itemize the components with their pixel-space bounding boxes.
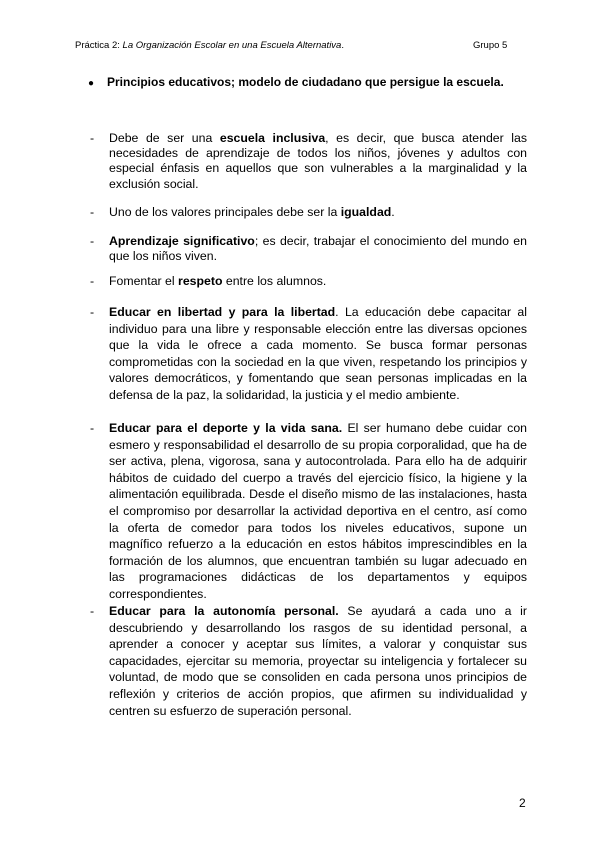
- header-title: La Organización Escolar en una Escuela Alternativa: [122, 40, 342, 51]
- item-keyword: respeto: [178, 274, 223, 288]
- item-keyword: Educar para el deporte y la vida sana.: [109, 421, 343, 435]
- page-number: 2: [519, 796, 526, 810]
- section-heading-text: Principios educativos; modelo de ciudadano que persigue la escuela.: [107, 75, 504, 89]
- dash-marker: -: [90, 205, 95, 219]
- item-keyword: escuela inclusiva: [219, 131, 326, 145]
- dash-marker: -: [90, 131, 95, 145]
- dash-marker: -: [90, 305, 95, 319]
- list-item: - Educar para la autonomía personal. Se ayudará a cada uno a ir descubriendo y desarrollando los rasgos de su identidad personal, a aprender a conocer y aceptar sus límites, a valorar y conquistar sus capacidades, ejercitar su memoria, proyectar su inteligencia y fortalecer su voluntad, de modo que se consoliden en cada persona unos principios de reflexión y criterios de acción propios, que afirmen su individualidad y centren su esfuerzo de superación personal.: [90, 604, 527, 718]
- item-keyword: Aprendizaje significativo: [109, 234, 255, 248]
- list-item: - Aprendizaje significativo; es decir, trabajar el conocimiento del mundo en que los niños viven.: [90, 234, 527, 264]
- dash-marker: -: [90, 604, 95, 618]
- dash-marker: -: [90, 274, 95, 288]
- list-item: - Educar en libertad y para la libertad. La educación debe capacitar al individuo para una libre y responsable elección entre las diversas opciones que la vida le ofrece a cada momento. Se busca formar personas comprometidas con la sociedad en la que viven, respetando los principios y valores democráticos, y fomentando que sean personas implicadas en la defensa de la paz, la solidaridad, la justicia y el medio ambiente.: [90, 305, 528, 402]
- bullet-icon: ●: [88, 78, 95, 89]
- item-keyword: Educar para la autonomía personal.: [109, 604, 339, 618]
- list-item: - Uno de los valores principales debe ser la igualdad.: [90, 205, 395, 219]
- dash-marker: -: [90, 234, 95, 248]
- item-keyword: Educar en libertad y para la libertad: [109, 305, 336, 319]
- list-item: - Debe de ser una escuela inclusiva, es decir, que busca atender las necesidades de aprendizaje de todos los niños, jóvenes y adultos con especial énfasis en aquellos que son vulnerables a la marginalidad y la exclusión social.: [90, 131, 527, 191]
- header-group: Grupo 5: [473, 40, 508, 51]
- list-item: - Fomentar el respeto entre los alumnos.: [90, 274, 327, 288]
- list-item: - Educar para el deporte y la vida sana. El ser humano debe cuidar con esmero y responsabilidad el desarrollo de su propia corporalidad, que ha de ser activa, plena, vigorosa, sana y autocontrolada. Para ello ha de adquirir hábitos de cuidado del cuerpo a través del ejercicio físico, la higiene y la alimentación equilibrada. Desde el diseño mismo de las instalaciones, hasta el compromiso por desarrollar la actividad deportiva en el centro, así como la oferta de comedor para todos los niveles educativos, supone un magnífico refuerzo a la educación en estos hábitos imprescindibles en la formación de los alumnos, que encuentran también su lugar adecuado en las programaciones didácticas de los departamentos y equipos correspondientes.: [90, 421, 527, 601]
- dash-marker: -: [90, 421, 95, 435]
- item-keyword: igualdad: [340, 205, 392, 219]
- section-heading: [88, 75, 504, 89]
- header-course: Práctica 2: La Organización Escolar en una Escuela Alternativa.: [75, 40, 344, 51]
